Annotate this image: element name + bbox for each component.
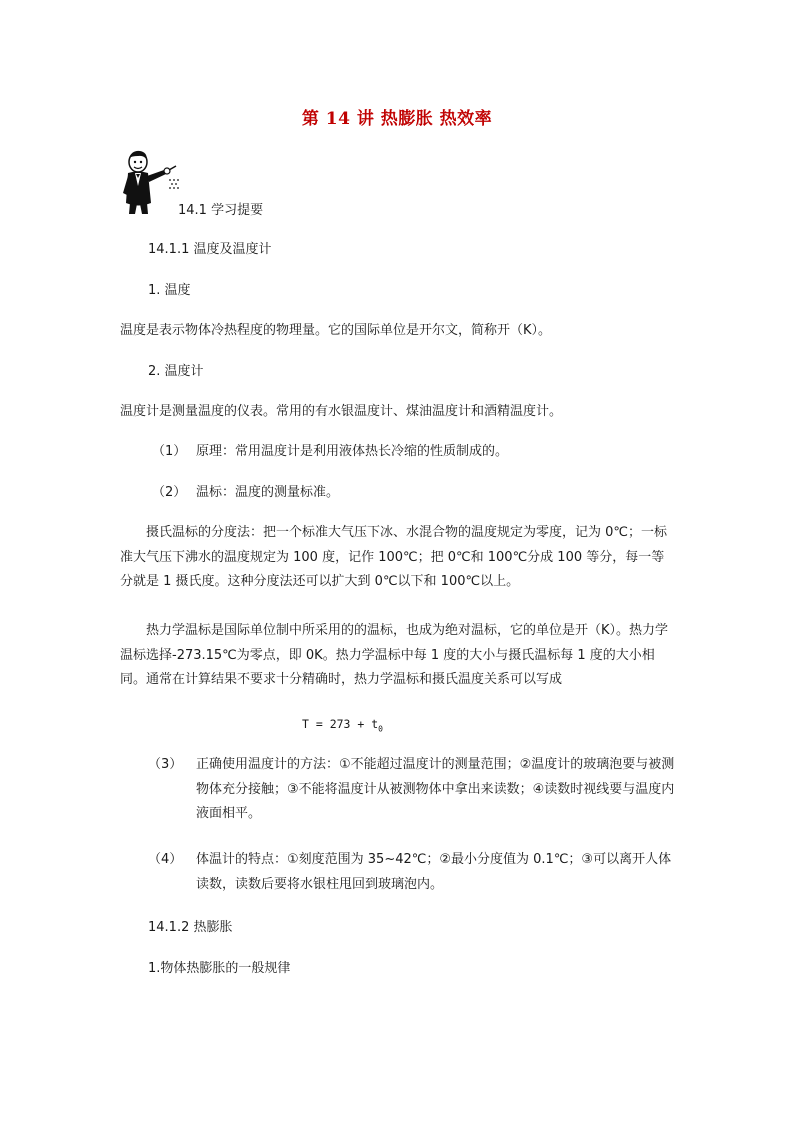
kelvin-paragraph: 热力学温标是国际单位制中所采用的的温标，也成为绝对温标，它的单位是开（K）。热力学温标选择-273.15℃为零点，即 0K。热力学温标中每 1 度的大小与摄氏温标每 1 度的大小相同。通常在计算结果不要求十分精确时，热力学温标和摄氏温度关系可以写成 [120,623,669,687]
celsius-paragraph: 摄氏温标的分度法：把一个标准大气压下冰、水混合物的温度规定为零度，记为 0℃；一标准大气压下沸水的温度规定为 100 度，记作 100℃；把 0℃和 100℃分成 100 等分，每一等分就是 1 摄氏度。这种分度法还可以扩大到 0℃以下和 100℃以上。 [120,525,668,589]
teacher-illustration [120,148,182,216]
sub4-number: （4） [148,852,183,867]
sub3-number: （3） [148,757,183,772]
sub1-text: 原理：常用温度计是利用液体热长冷缩的性质制成的。 [196,444,509,459]
temperature-formula [302,717,383,733]
sub3-item [148,753,678,827]
item3-heading: 1.物体热膨胀的一般规律 [148,961,291,976]
subsection-heading: 14.1.1 温度及温度计 [148,242,272,257]
formula-subscript: 0 [378,724,383,734]
sub2-text: 温标：温度的测量标准。 [196,485,340,500]
sub2-number: （2） [152,485,187,500]
subsection2-heading: 14.1.2 热膨胀 [148,920,233,935]
sub3-text: 正确使用温度计的方法：①不能超过温度计的测量范围；②温度计的玻璃泡要与被测物体充分接触；③不能将温度计从被测物体中拿出来读数；④读数时视线要与温度内液面相平。 [196,757,675,821]
section-heading: 14.1 学习提要 [178,203,264,218]
item1-text: 温度是表示物体冷热程度的物理量。它的国际单位是开尔文，简称开（K）。 [120,323,552,338]
sub1-number: （1） [152,444,187,459]
sub4-text: 体温计的特点：①刻度范围为 35~42℃；②最小分度值为 0.1℃；③可以离开人体读数，读数后要将水银柱甩回到玻璃泡内。 [196,852,672,892]
formula-main: T = 273 + t [302,717,379,731]
item2-heading: 2. 温度计 [148,364,204,379]
sub4-item [148,848,678,897]
page-title: 第 14 讲 热膨胀 热效率 [301,109,493,129]
item1-heading: 1. 温度 [148,283,191,298]
item2-text: 温度计是测量温度的仪表。常用的有水银温度计、煤油温度计和酒精温度计。 [120,404,563,419]
